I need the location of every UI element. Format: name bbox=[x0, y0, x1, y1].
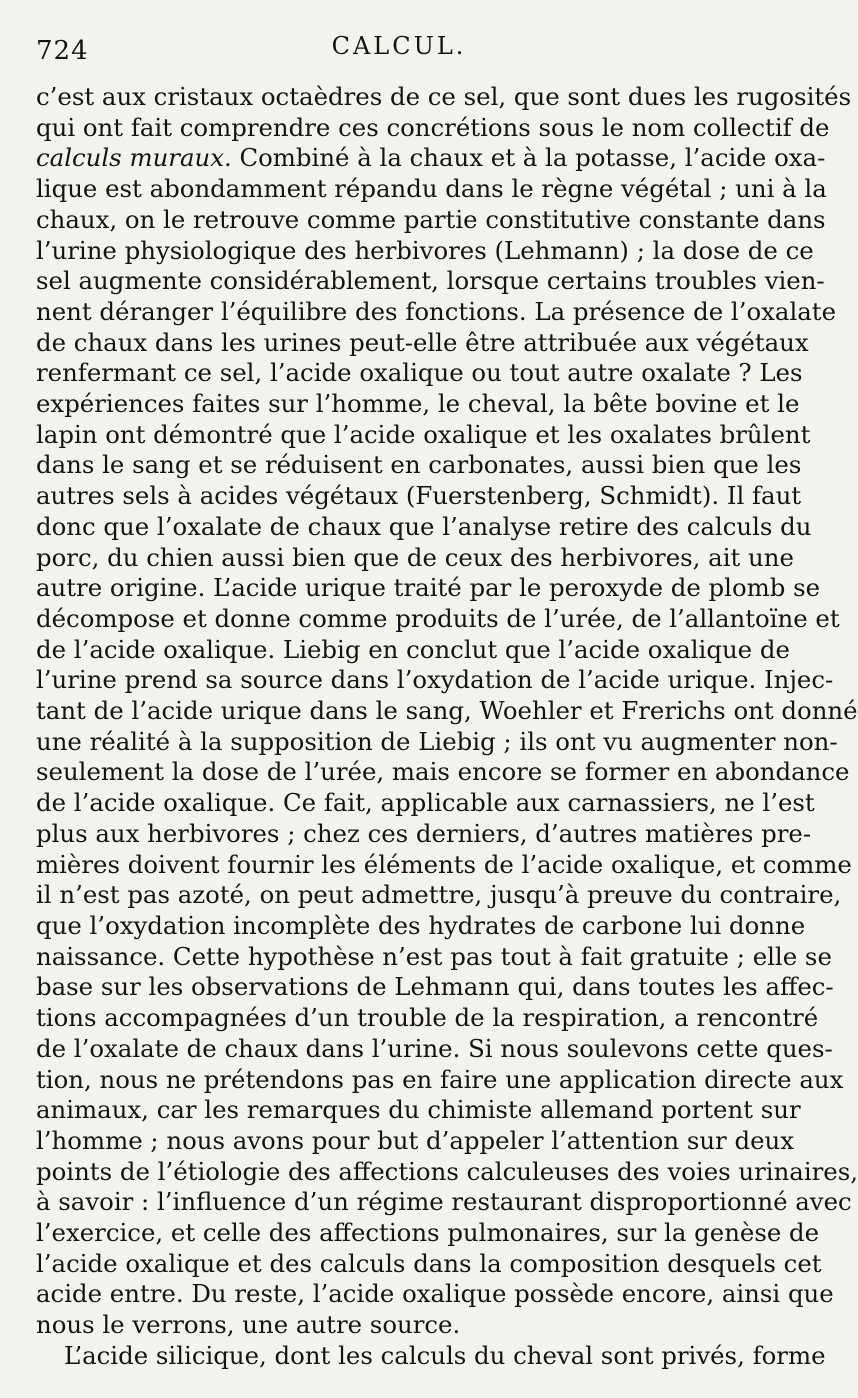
text-line: naissance. Cette hypothèse n’est pas tout à fait gratuite ; elle se bbox=[36, 941, 832, 971]
text-line: que l’oxydation incomplète des hydrates de carbone lui donne bbox=[36, 910, 806, 940]
text-line: décompose et donne comme produits de l’urée, de l’allantoïne et bbox=[36, 603, 840, 633]
text-line: chaux, on le retrouve comme partie constitutive constante dans bbox=[36, 204, 826, 234]
text-line: plus aux herbivores ; chez ces derniers, d’autres matières pre- bbox=[36, 818, 812, 848]
text-line: tant de l’acide urique dans le sang, Woehler et Frerichs ont donné bbox=[36, 696, 858, 726]
text-line: l’urine prend sa source dans l’oxydation de l’acide urique. Injec- bbox=[36, 665, 834, 695]
running-title: CALCUL. bbox=[331, 32, 467, 60]
text-line: renfermant ce sel, l’acide oxalique ou tout autre oxalate ? Les bbox=[36, 358, 803, 388]
text-line: de l’acide oxalique. Ce fait, applicable aux carnassiers, ne l’est bbox=[36, 788, 815, 818]
text-line: autre origine. L’acide urique traité par le peroxyde de plomb se bbox=[36, 573, 821, 603]
text-line: l’exercice, et celle des affections pulmonaires, sur la genèse de bbox=[36, 1218, 820, 1248]
text-line: expériences faites sur l’homme, le cheval, la bête bovine et le bbox=[36, 389, 800, 419]
text-line: animaux, car les remarques du chimiste allemand portent sur bbox=[36, 1095, 801, 1125]
text-line bbox=[36, 143, 826, 174]
text-line: nent déranger l’équilibre des fonctions. La présence de l’oxalate bbox=[36, 296, 837, 326]
text-line: base sur les observations de Lehmann qui, dans toutes les affec- bbox=[36, 972, 834, 1002]
text-line: mières doivent fournir les éléments de l’acide oxalique, et comme bbox=[36, 849, 852, 879]
text-line: lapin ont démontré que l’acide oxalique et les oxalates brûlent bbox=[36, 419, 811, 449]
text-line: porc, du chien aussi bien que de ceux des herbivores, ait une bbox=[36, 542, 794, 572]
running-head bbox=[36, 30, 762, 82]
text-line: il n’est pas azoté, on peut admettre, jusqu’à preuve du contraire, bbox=[36, 880, 842, 910]
text-line: qui ont fait comprendre ces concrétions sous le nom collectif de bbox=[36, 112, 830, 142]
text-line: à savoir : l’influence d’un régime restaurant disproportionné avec bbox=[36, 1187, 852, 1217]
text-line: de l’acide oxalique. Liebig en conclut que l’acide oxalique de bbox=[36, 634, 790, 664]
text-line: acide entre. Du reste, l’acide oxalique possède encore, ainsi que bbox=[36, 1279, 834, 1309]
page-number: 724 bbox=[36, 36, 89, 66]
text-line: tions accompagnées d’un trouble de la respiration, a rencontré bbox=[36, 1003, 819, 1033]
text-line: l’homme ; nous avons pour but d’appeler l’attention sur deux bbox=[36, 1125, 794, 1155]
text-line: de chaux dans les urines peut-elle être attribuée aux végétaux bbox=[36, 327, 809, 357]
text-line: points de l’étiologie des affections calculeuses des voies urinaires, bbox=[36, 1156, 858, 1186]
text-line: donc que l’oxalate de chaux que l’analyse retire des calculs du bbox=[36, 511, 812, 541]
text-line: l’urine physiologique des herbivores (Lehmann) ; la dose de ce bbox=[36, 235, 814, 265]
text-line: de l’oxalate de chaux dans l’urine. Si nous soulevons cette ques- bbox=[36, 1033, 833, 1063]
text-line: lique est abondamment répandu dans le règne végétal ; uni à la bbox=[36, 174, 827, 204]
text-line-paragraph-end: nous le verrons, une autre source. bbox=[36, 1310, 461, 1340]
text-fragment: Combiné à la chaux et à la potasse, l’acide oxa- bbox=[231, 143, 826, 173]
text-line: sel augmente considérablement, lorsque certains troubles vien- bbox=[36, 266, 825, 296]
text-line: l’acide oxalique et des calculs dans la composition desquels cet bbox=[36, 1248, 822, 1278]
text-line-paragraph-start: L’acide silicique, dont les calculs du cheval sont privés, forme bbox=[64, 1340, 826, 1370]
text-line: seulement la dose de l’urée, mais encore se former en abondance bbox=[36, 757, 850, 787]
text-line: une réalité à la supposition de Liebig ; ils ont vu augmenter non- bbox=[36, 726, 838, 756]
text-line: tion, nous ne prétendons pas en faire une application directe aux bbox=[36, 1064, 844, 1094]
italic-term: calculs muraux. bbox=[36, 143, 232, 173]
body-text bbox=[36, 82, 858, 1372]
text-line: autres sels à acides végétaux (Fuerstenberg, Schmidt). Il faut bbox=[36, 481, 802, 511]
text-line: c’est aux cristaux octaèdres de ce sel, que sont dues les rugosités bbox=[36, 82, 852, 111]
text-line: dans le sang et se réduisent en carbonates, aussi bien que les bbox=[36, 450, 802, 480]
